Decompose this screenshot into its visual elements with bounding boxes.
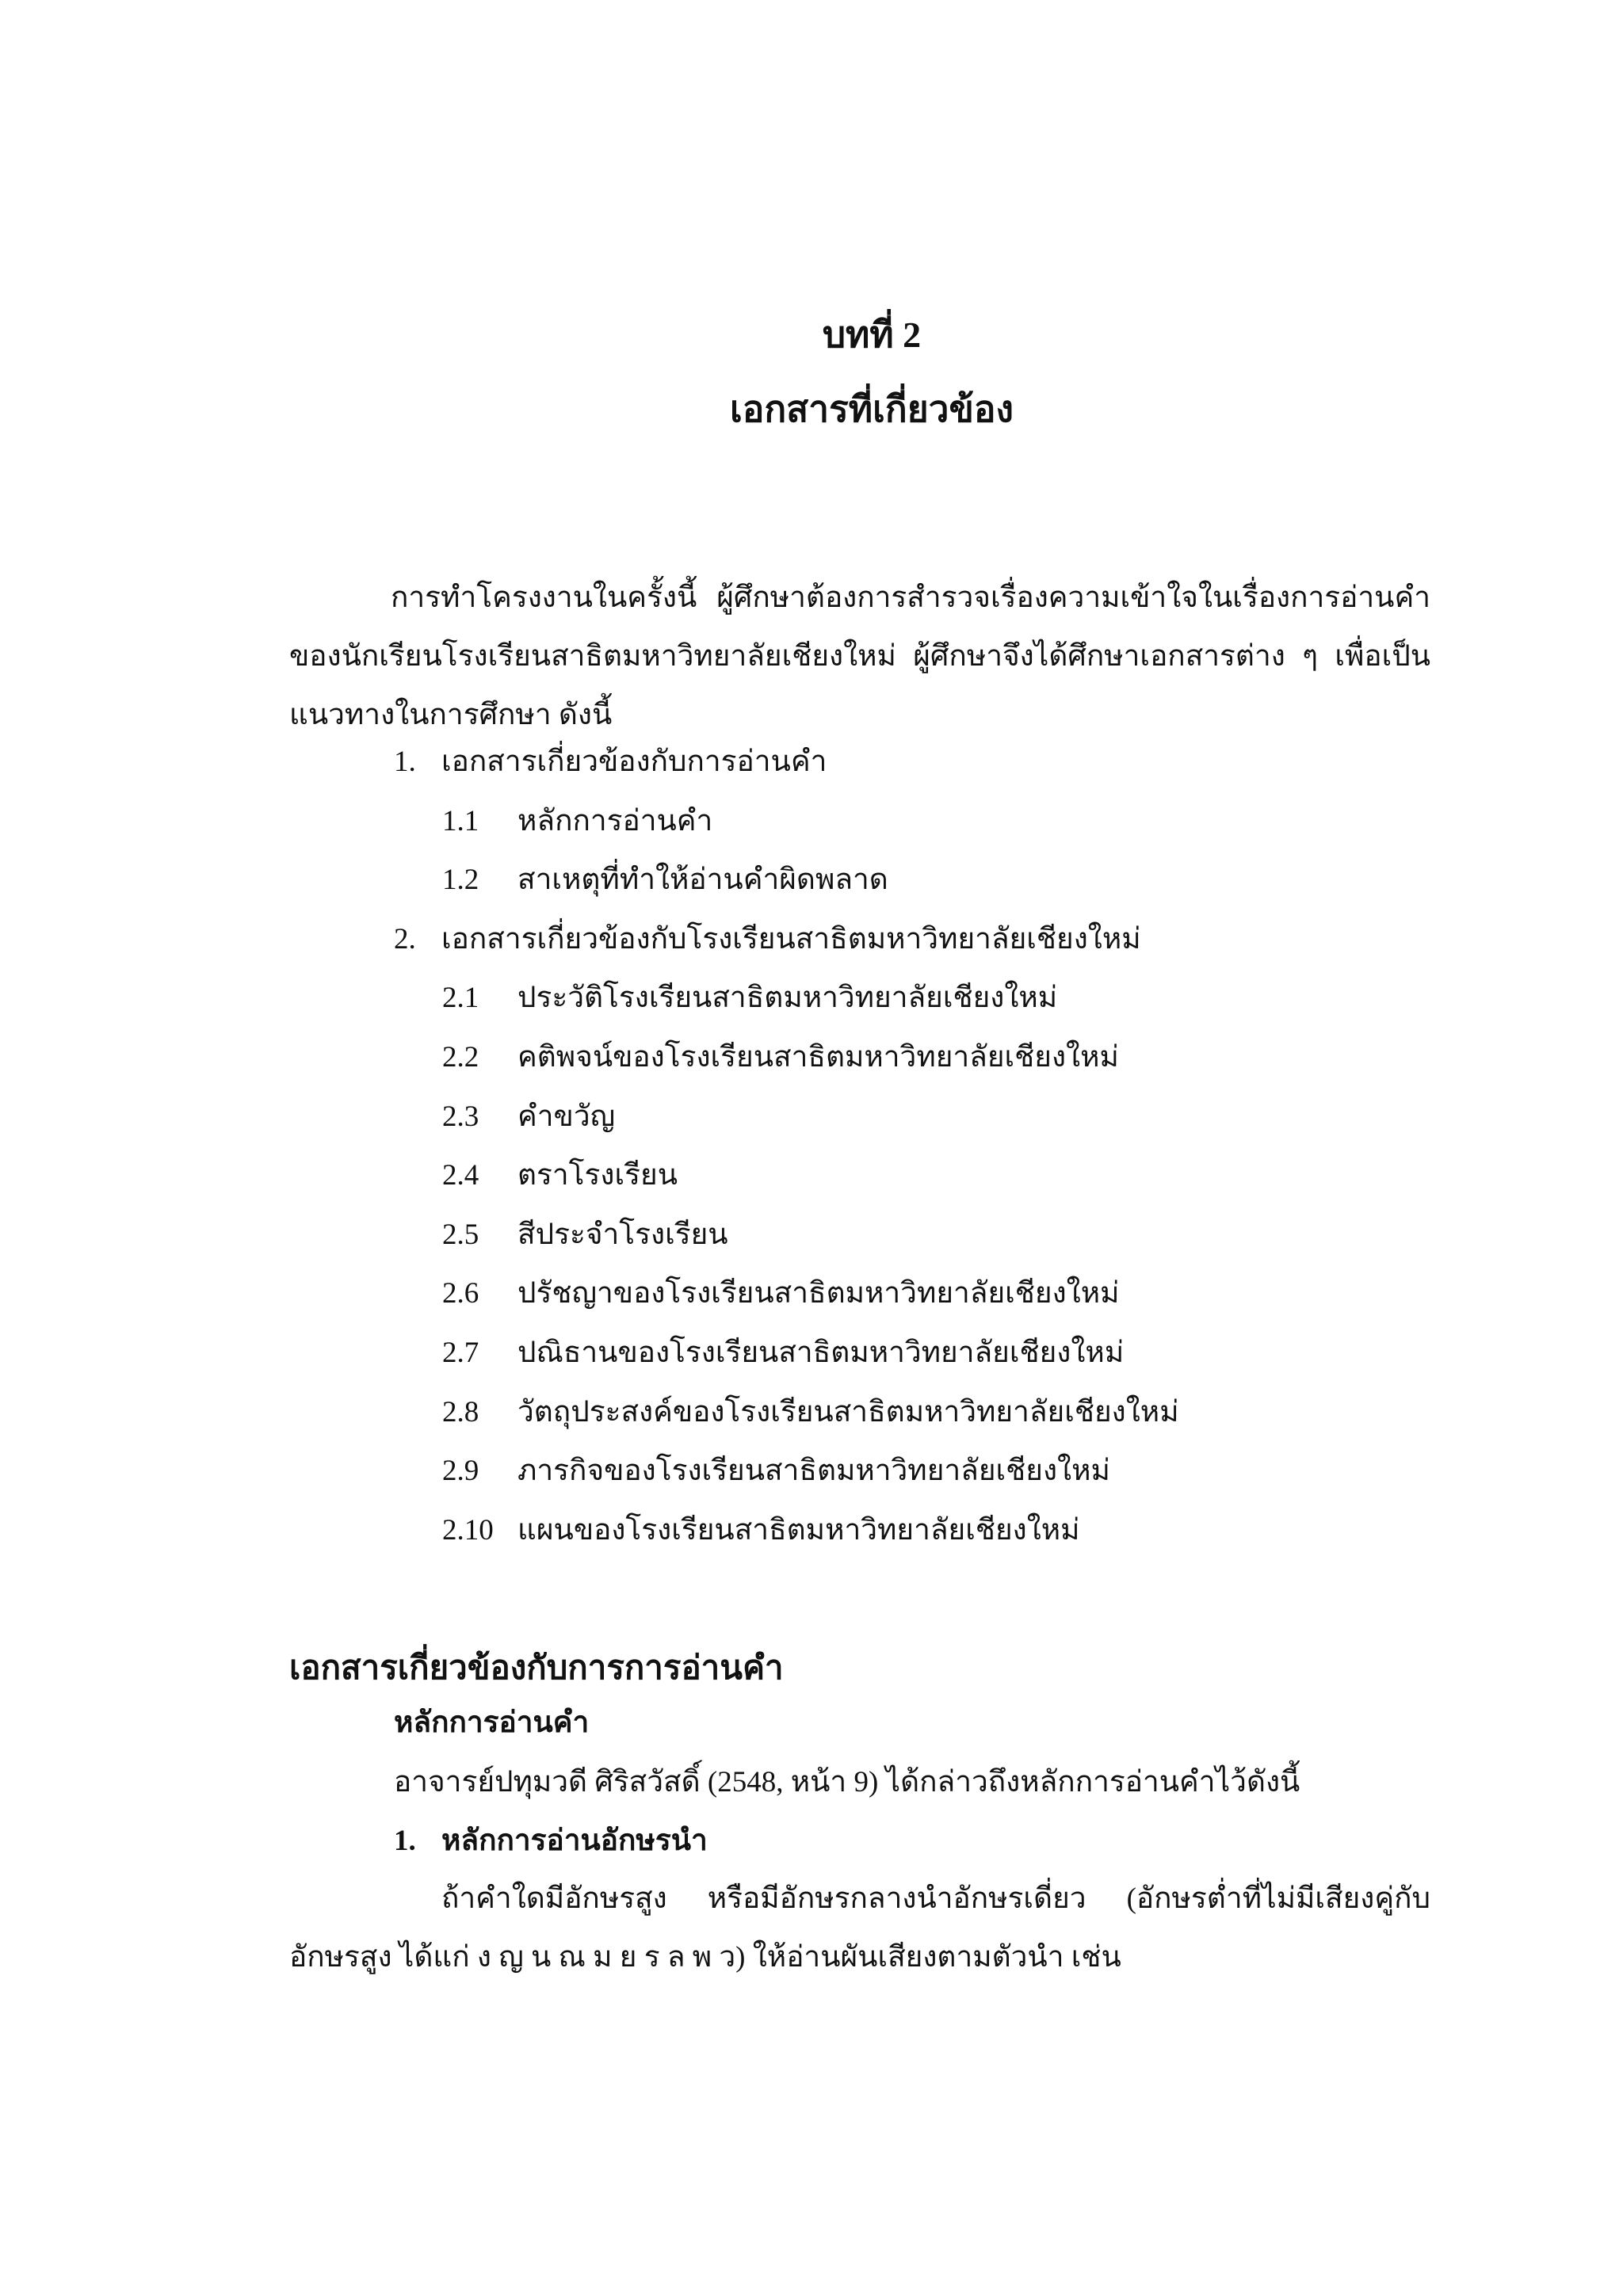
outline-item: [394, 742, 827, 782]
outline-item-number: 2.6: [442, 1277, 479, 1310]
outline-item-number: 1.: [394, 746, 416, 778]
outline-item: [442, 1393, 1179, 1432]
intro-paragraph: [289, 569, 1430, 745]
outline-item-number: 2.: [394, 922, 416, 955]
outline-item-text: เอกสารเกี่ยวข้องกับโรงเรียนสาธิตมหาวิทยาลัยเชียงใหม่: [441, 922, 1141, 955]
outline-item: [442, 1097, 615, 1137]
outline-item-number: 2.3: [442, 1100, 479, 1133]
outline-item-number: 2.8: [442, 1395, 479, 1428]
outline-item: [442, 1333, 1124, 1373]
section-heading: เอกสารเกี่ยวข้องกับการการอ่านคำ: [289, 1650, 784, 1687]
outline-item-number: 2.10: [442, 1513, 494, 1547]
chapter-title: เอกสารที่เกี่ยวข้อง: [729, 389, 1014, 429]
outline-item-text: ภารกิจของโรงเรียนสาธิตมหาวิทยาลัยเชียงใหม่: [517, 1455, 1110, 1488]
outline-item-text: หลักการอ่านคำ: [517, 804, 713, 837]
rule-title: หลักการอ่านอักษรนำ: [441, 1825, 708, 1857]
outline-item-text: วัตถุประสงค์ของโรงเรียนสาธิตมหาวิทยาลัยเชียงใหม่: [517, 1395, 1179, 1428]
outline-item-text: แผนของโรงเรียนสาธิตมหาวิทยาลัยเชียงใหม่: [517, 1513, 1080, 1547]
subsection-heading: หลักการอ่านคำ: [394, 1707, 590, 1739]
outline-item: [442, 860, 888, 900]
outline-item-number: 1.2: [442, 864, 479, 897]
outline-item-text: เอกสารเกี่ยวข้องกับการอ่านคำ: [441, 746, 827, 778]
outline-item-text: คติพจน์ของโรงเรียนสาธิตมหาวิทยาลัยเชียงใหม่: [517, 1041, 1119, 1074]
outline-item: [442, 978, 1057, 1018]
outline-item: [394, 920, 1141, 959]
outline-item: [442, 1038, 1119, 1077]
outline-item-number: 2.2: [442, 1041, 479, 1074]
outline-item-number: 2.4: [442, 1159, 479, 1192]
outline-item-text: ปรัชญาของโรงเรียนสาธิตมหาวิทยาลัยเชียงใหม่: [517, 1277, 1120, 1310]
outline-item-number: 2.7: [442, 1337, 479, 1369]
citation-text: อาจารย์ปทุมวดี ศิริสวัสดิ์ (2548, หน้า 9) ได้กล่าวถึงหลักการอ่านคำไว้ดังนี้: [394, 1766, 1300, 1798]
outline-item-text: คำขวัญ: [517, 1100, 616, 1133]
outline-item: [442, 1156, 678, 1196]
chapter-number: บทที่ 2: [822, 315, 922, 355]
outline-item: [442, 1511, 1080, 1550]
rule-text: ถ้าคำใดมีอักษรสูง หรือมีอักษรกลางนำอักษรเดี่ยว (อักษรต่ำที่ไม่มีเสียงคู่กับอักษรสูง ได้แก่ ง ญ น ณ ม ย ร ล พ ว) ให้อ่านผันเสียงตามตัวนำ เช่น: [289, 1882, 1430, 1974]
outline-item: [442, 1215, 728, 1255]
outline-item-number: 1.1: [442, 804, 479, 837]
outline-item-text: ตราโรงเรียน: [517, 1159, 678, 1192]
outline-item: [442, 1274, 1120, 1314]
outline-item-text: ประวัติโรงเรียนสาธิตมหาวิทยาลัยเชียงใหม่: [517, 982, 1058, 1015]
outline-item-text: สาเหตุที่ทำให้อ่านคำผิดพลาด: [517, 864, 888, 897]
outline-item: [442, 802, 712, 841]
outline-item: [442, 1451, 1110, 1491]
rule-number: 1.: [394, 1825, 416, 1857]
outline-item-number: 2.9: [442, 1455, 479, 1488]
outline-item-number: 2.1: [442, 982, 479, 1015]
outline-item-text: สีประจำโรงเรียน: [517, 1218, 728, 1251]
rule-paragraph: [289, 1870, 1430, 1987]
outline-item-number: 2.5: [442, 1218, 479, 1251]
rule-heading: [394, 1821, 708, 1861]
intro-text: การทำโครงงานในครั้งนี้ ผู้ศึกษาต้องการสำรวจเรื่องความเข้าใจในเรื่องการอ่านคำของนักเรียนโรงเรียนสาธิตมหาวิทยาลัยเชียงใหม่ ผู้ศึกษาจึงได้ศึกษาเอกสารต่าง ๆ เพื่อเป็นแนวทางในการศึกษา ดังนี้: [289, 582, 1430, 731]
outline-item-text: ปณิธานของโรงเรียนสาธิตมหาวิทยาลัยเชียงใหม่: [517, 1337, 1125, 1369]
